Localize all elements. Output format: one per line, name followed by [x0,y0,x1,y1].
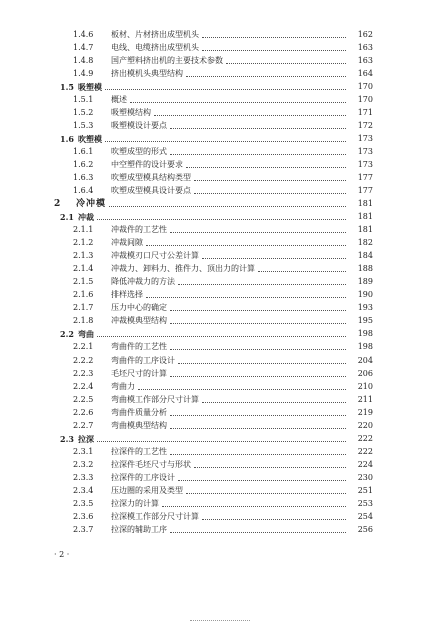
toc-leader-dots [97,206,346,220]
toc-leader-dots [170,415,346,429]
toc-entry-page: 198 [357,329,373,339]
toc-entry-number: 1.6.2 [73,160,94,170]
toc-leader-dots [186,480,346,494]
toc-leader-dots [146,284,346,298]
toc-entry-page: 204 [357,355,373,365]
toc-leader-dots [194,454,346,468]
toc-entry-page: 198 [357,342,373,352]
toc-leader-dots [97,323,346,337]
toc-leader-dots [105,76,346,90]
toc-entry-number: 2.3 [60,433,74,444]
toc-entry-title: 弯曲件的工序设计 [111,355,175,365]
toc-entry-number: 2.1.1 [73,225,94,235]
toc-entry-number: 2.2.6 [73,407,94,417]
toc-entry-number: 2.1 [60,212,74,223]
toc-entry[interactable] [0,249,444,263]
toc-entry-title: 吸塑模结构 [111,108,151,118]
toc-entry-title: 毛坯尺寸的计算 [111,368,167,378]
toc-entry-number: 2.1.3 [73,251,94,261]
page-folio: · 2 · [54,550,70,559]
toc-leader-dots [146,232,346,246]
toc-entry-number: 2.1.5 [73,277,94,287]
toc-entry-number: 1.6.3 [73,173,94,183]
toc-entry-title: 概述 [111,95,127,105]
toc-entry-title: 拉深 [78,433,94,444]
toc-entry-title: 弯曲 [78,329,94,340]
toc-leader-dots [154,102,346,116]
toc-entry-page: 219 [357,407,373,417]
toc-entry-number: 2.1.6 [73,290,94,300]
toc-leader-dots [162,493,346,507]
toc-entry-page: 210 [357,381,373,391]
toc-leader-dots [130,89,346,103]
toc-entry-number: 2.3.3 [73,472,94,482]
toc-entry-page: 193 [357,303,373,313]
toc-leader-dots [109,193,346,207]
toc-entry-title: 吸塑模 [78,82,102,93]
toc-entry-page: 173 [357,160,373,170]
toc-entry-page: 222 [357,433,373,443]
toc-entry-number: 1.6 [60,134,74,145]
toc-entry-page: 181 [357,212,373,222]
toc-entry-page: 184 [357,251,373,261]
toc-entry-number: 2.3.4 [73,485,94,495]
toc-entry-title: 冲裁 [78,212,94,223]
toc-entry-page: 253 [357,498,373,508]
toc-entry-number: 2 [54,199,61,210]
toc-entry-number: 1.4.7 [73,43,94,53]
toc-entry-page: 173 [357,134,373,144]
toc-entry-page: 181 [357,225,373,235]
toc-entry-title: 排样选择 [111,290,143,300]
toc-entry-title: 冲裁件的工艺性 [111,225,167,235]
toc-entry-number: 1.5.3 [73,121,94,131]
toc-entry-page: 170 [357,82,373,92]
toc-entry-page: 195 [357,316,373,326]
toc-leader-dots [170,441,346,455]
toc-leader-dots [170,219,346,233]
toc-entry-page: 173 [357,147,373,157]
toc-leader-dots [202,389,346,403]
toc-entry-page: 251 [357,485,373,495]
toc-entry-number: 2.3.1 [73,446,94,456]
toc-entry-page: 162 [357,30,373,39]
toc-entry-title: 拉深模工作部分尺寸计算 [111,511,199,521]
toc-leader-dots [170,519,346,533]
toc-entry-page: 224 [357,459,373,469]
toc-entry-number: 1.4.6 [73,30,94,39]
toc-entry-page: 181 [357,199,373,209]
toc-entry-number: 1.5.1 [73,95,94,105]
toc-entry-title: 吹塑成型模具结构类型 [111,173,191,183]
toc-entry-title: 拉深件的工艺性 [111,446,167,456]
toc-entry-title: 压边圈的采用及类型 [111,485,183,495]
toc-entry-page: 164 [357,69,373,79]
toc-entry-title: 挤出模机头典型结构 [111,69,183,79]
toc-entry-title: 吹塑模 [78,134,102,145]
toc-entry-title: 冷冲模 [76,199,107,210]
toc-leader-dots [170,363,346,377]
toc-entry-page: 177 [357,186,373,196]
toc-entry-title: 吹塑成型的形式 [111,147,167,157]
toc-leader-dots [105,128,346,142]
toc-leader-dots [202,24,346,38]
toc-leader-dots [194,180,346,194]
toc-entry-number: 2.3.2 [73,459,94,469]
toc-entry-number: 2.1.2 [73,238,94,248]
toc-leader-dots [170,310,346,324]
toc-entry-title: 板材、片材挤出成型机头 [111,30,199,39]
toc-entry-page: 171 [357,108,373,118]
toc-entry-number: 1.4.9 [73,69,94,79]
toc-entry-number: 2.2.4 [73,381,94,391]
toc-entry-title: 降低冲裁力的方法 [111,277,175,287]
toc-entry-title: 电线、电缆挤出成型机头 [111,43,199,53]
toc-leader-dots [186,63,346,77]
toc-leader-dots [202,37,346,51]
toc-entry-page: 206 [357,368,373,378]
toc-leader-dots [170,336,346,350]
toc-entry-page: 163 [357,56,373,66]
toc-entry-number: 1.5.2 [73,108,94,118]
toc-entry-number: 2.2.7 [73,420,94,430]
toc-entry-page: 254 [357,511,373,521]
toc-leader-dots [194,167,346,181]
toc-leader-dots [178,467,346,481]
toc-entry-page: 188 [357,264,373,274]
toc-entry-page: 177 [357,173,373,183]
toc-entry-title: 国产塑料挤出机的主要技术参数 [111,56,223,66]
toc-entry-title: 弯曲模典型结构 [111,420,167,430]
toc-entry-title: 拉深件的工序设计 [111,472,175,482]
toc-entry-page: 182 [357,238,373,248]
toc-entry-number: 2.1.8 [73,316,94,326]
bottom-rule [190,620,250,621]
toc-entry-title: 压力中心的确定 [111,303,167,313]
toc-leader-dots [178,350,346,364]
toc-entry-page: 190 [357,290,373,300]
toc-entry-title: 弯曲件的工艺性 [111,342,167,352]
toc-leader-dots [170,141,346,155]
toc-entry-title: 冲裁力、卸料力、推件力、顶出力的计算 [111,264,255,274]
toc-entry-title: 拉深件毛坯尺寸与形状 [111,459,191,469]
toc-entry-number: 1.5 [60,82,74,93]
toc-leader-dots [97,428,346,442]
toc-entry-number: 2.2 [60,329,74,340]
toc-entry-number: 2.1.4 [73,264,94,274]
toc-entry-number: 2.2.2 [73,355,94,365]
toc-leader-dots [138,376,346,390]
toc-entry-number: 1.6.4 [73,186,94,196]
toc-entry-number: 1.4.8 [73,56,94,66]
toc-entry-title: 拉深的辅助工序 [111,524,167,534]
toc-leader-dots [226,50,346,64]
toc-entry-title: 冲裁模典型结构 [111,316,167,326]
toc-leader-dots [178,271,346,285]
toc-leader-dots [186,154,346,168]
toc-entry[interactable] [0,41,444,55]
toc-leader-dots [202,245,346,259]
toc-entry-page: 189 [357,277,373,287]
toc-entry-number: 2.3.5 [73,498,94,508]
toc-entry-title: 冲裁间隙 [111,238,143,248]
toc-entry-page: 163 [357,43,373,53]
toc-entry-title: 冲裁模刃口尺寸公差计算 [111,251,199,261]
toc-entry-title: 吸塑模设计要点 [111,121,167,131]
toc-entry-page: 222 [357,446,373,456]
toc-entry-number: 2.2.5 [73,394,94,404]
toc-leader-dots [170,297,346,311]
toc-entry[interactable] [0,523,444,537]
toc-entry-page: 211 [357,394,373,404]
toc-entry-number: 2.2.3 [73,368,94,378]
toc-entry-number: 2.3.7 [73,524,94,534]
toc-leader-dots [258,258,346,272]
toc-entry-number: 1.6.1 [73,147,94,157]
toc-entry-page: 170 [357,95,373,105]
toc-entry-number: 2.2.1 [73,342,94,352]
toc-entry-number: 2.1.7 [73,303,94,313]
toc-entry-page: 230 [357,472,373,482]
toc-leader-dots [202,506,346,520]
toc-entry-title: 拉深力的计算 [111,498,159,508]
toc-entry-number: 2.3.6 [73,511,94,521]
toc-entry-title: 吹塑成型模具设计要点 [111,186,191,196]
toc-leader-dots [170,402,346,416]
toc-entry-title: 弯曲模工作部分尺寸计算 [111,394,199,404]
toc-entry-page: 220 [357,420,373,430]
toc-entry-title: 弯曲力 [111,381,135,391]
toc-entry-title: 弯曲件质量分析 [111,407,167,417]
toc-entry-title: 中空塑件的设计要求 [111,160,183,170]
toc-leader-dots [170,115,346,129]
toc-entry-page: 172 [357,121,373,131]
toc-entry-page: 256 [357,524,373,534]
